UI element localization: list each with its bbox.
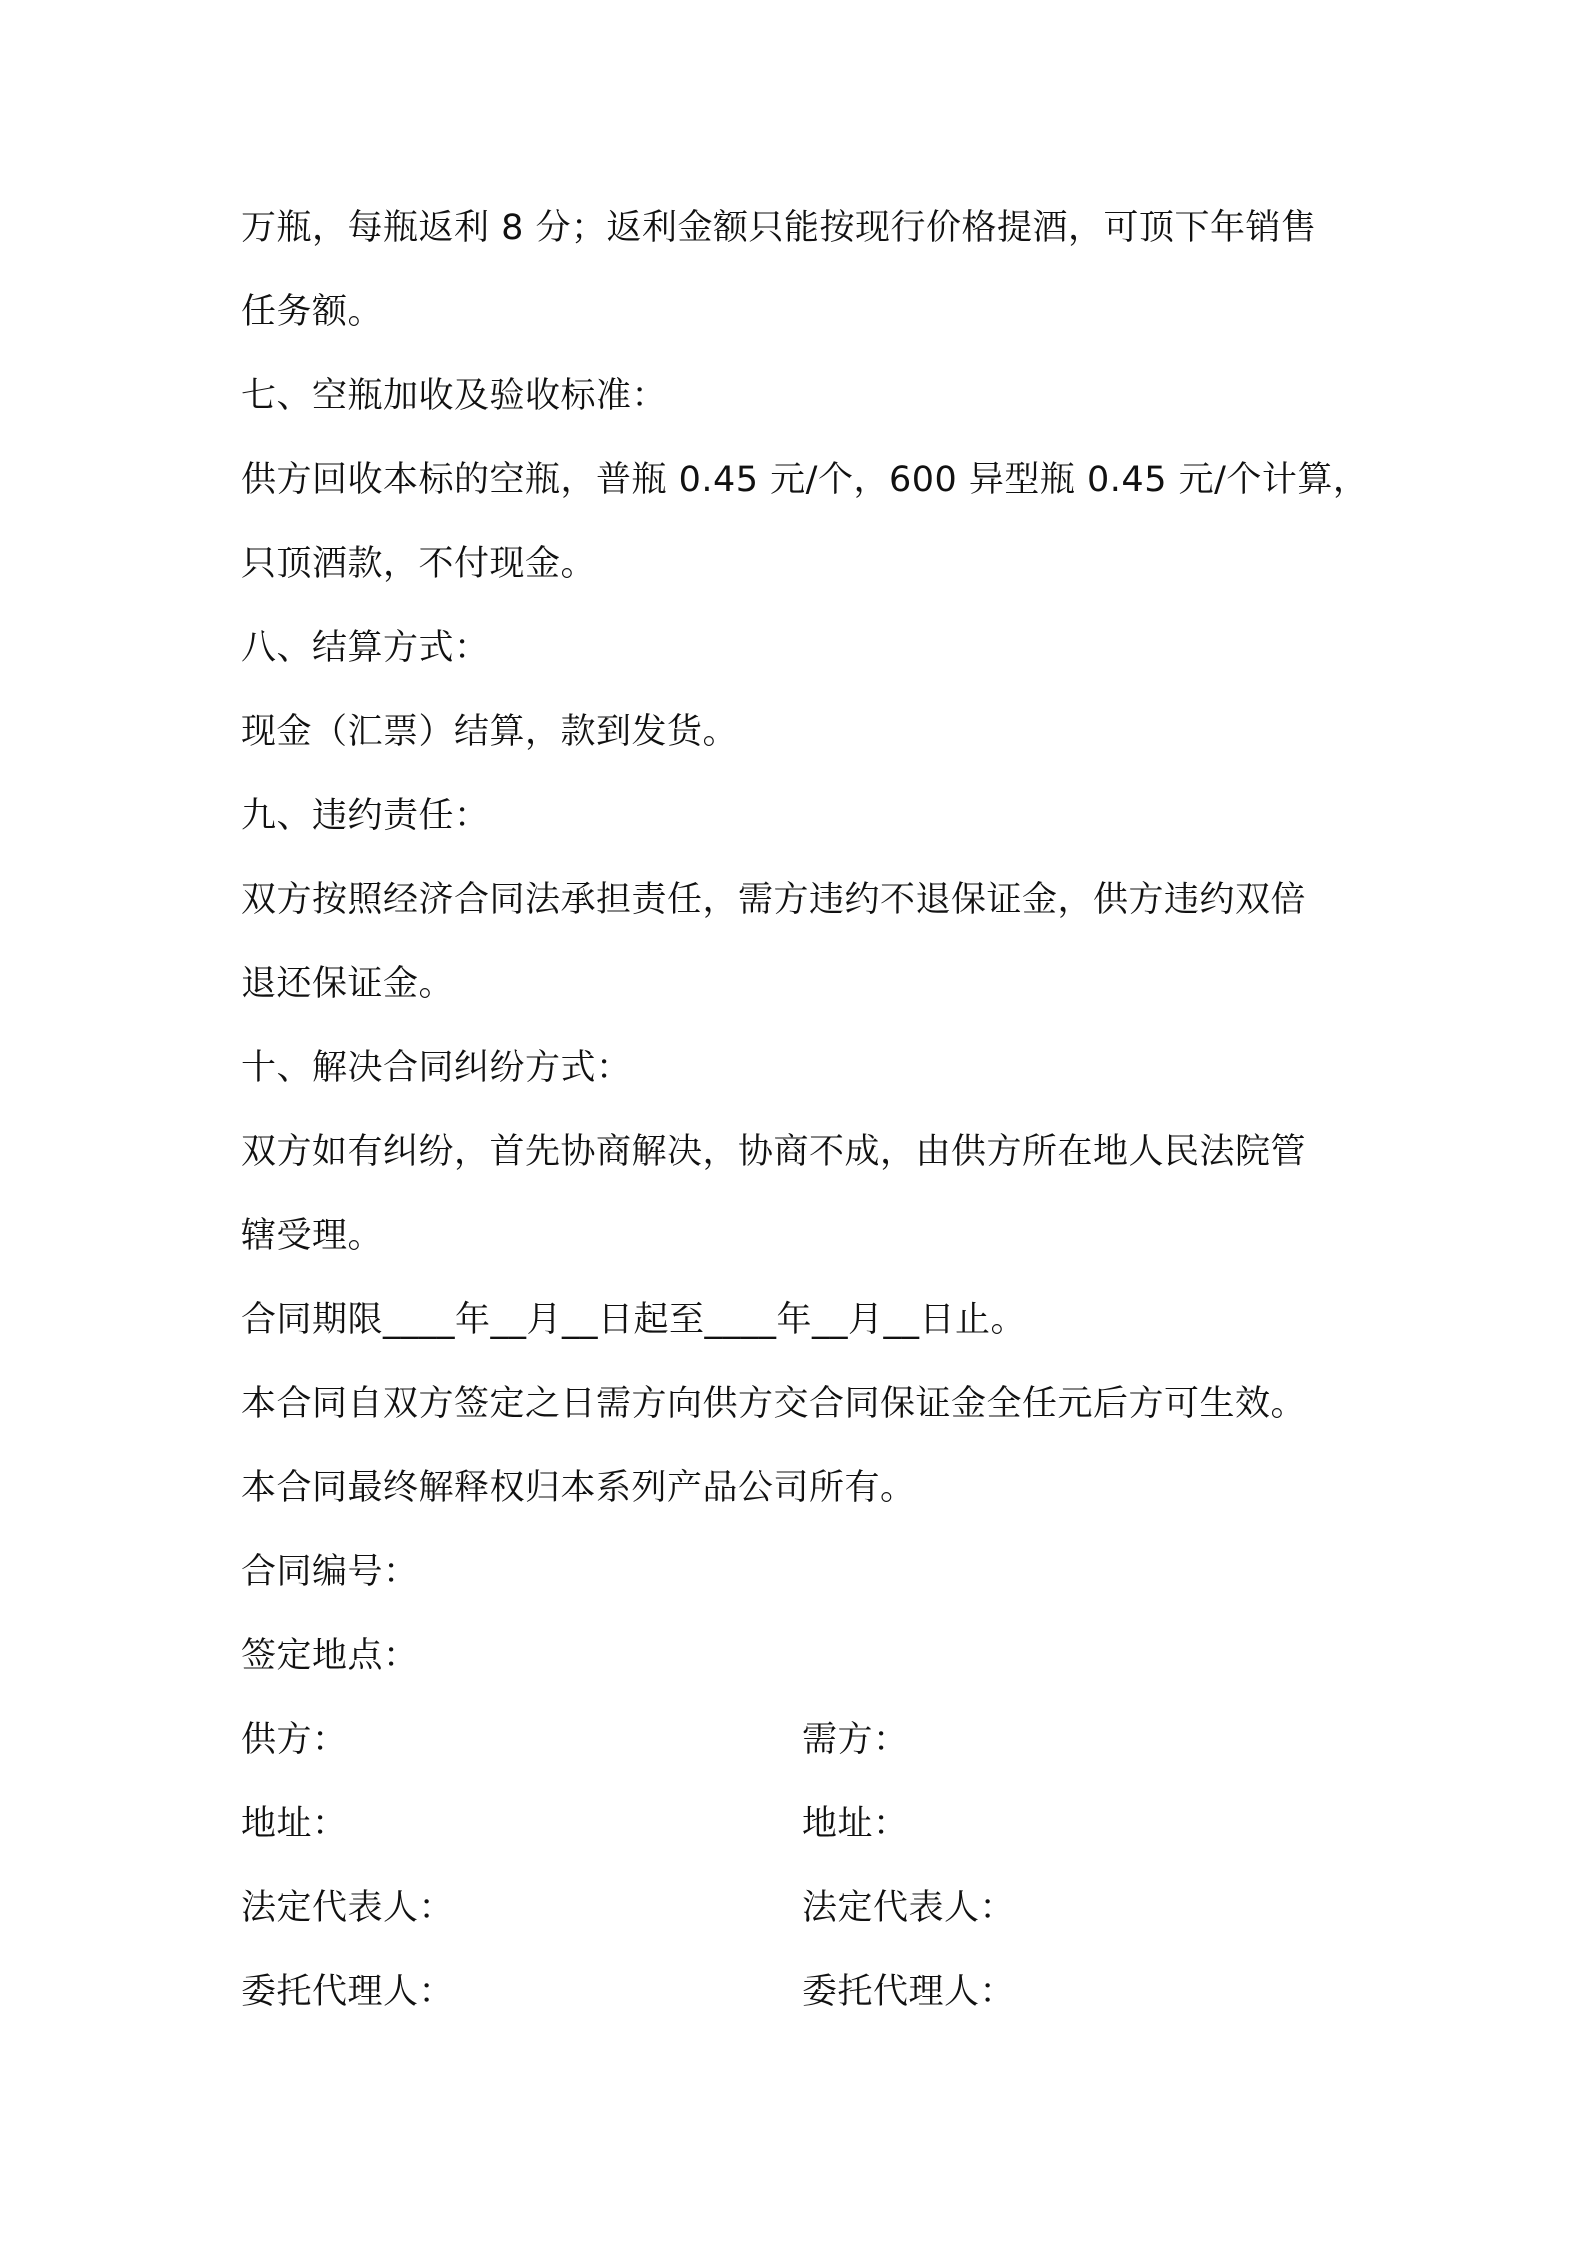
clause-eight-heading: 八、结算方式： xyxy=(241,628,490,668)
buyer-address-label: 地址： xyxy=(802,1804,909,1844)
supplier-legal-representative-label: 法定代表人： xyxy=(241,1888,455,1928)
contract-effective-condition: 本合同自双方签定之日需方向供方交合同保证金全任元后方可生效。 xyxy=(241,1384,1307,1424)
buyer-authorized-agent-label: 委托代理人： xyxy=(802,1972,1016,2012)
clause-eight-text: 现金（汇票）结算，款到发货。 xyxy=(241,712,739,752)
buyer-label: 需方： xyxy=(802,1720,909,1760)
clause-nine-heading: 九、违约责任： xyxy=(241,796,490,836)
supplier-label: 供方： xyxy=(241,1720,348,1760)
supplier-address-label: 地址： xyxy=(241,1804,348,1844)
clause-ten-text-line-2: 辖受理。 xyxy=(241,1216,384,1256)
clause-ten-heading: 十、解决合同纠纷方式： xyxy=(241,1048,632,1088)
signing-place-label: 签定地点： xyxy=(241,1636,419,1676)
clause-nine-text-line-1: 双方按照经济合同法承担责任，需方违约不退保证金，供方违约双倍 xyxy=(241,880,1307,920)
supplier-authorized-agent-label: 委托代理人： xyxy=(241,1972,455,2012)
contract-number-label: 合同编号： xyxy=(241,1552,419,1592)
clause-seven-text-line-2: 只顶酒款，不付现金。 xyxy=(241,544,597,584)
clause-seven-heading: 七、空瓶加收及验收标准： xyxy=(241,376,668,416)
clause-seven-text-line-1: 供方回收本标的空瓶，普瓶 0.45 元/个，600 异型瓶 0.45 元/个计算， xyxy=(241,460,1369,500)
clause-six-rebate-line-1: 万瓶，每瓶返利 8 分；返利金额只能按现行价格提酒，可顶下年销售 xyxy=(241,208,1317,248)
clause-ten-text-line-1: 双方如有纠纷，首先协商解决，协商不成，由供方所在地人民法院管 xyxy=(241,1132,1307,1172)
contract-term: 合同期限____年__月__日起至____年__月__日止。 xyxy=(241,1300,1027,1340)
clause-nine-text-line-2: 退还保证金。 xyxy=(241,964,455,1004)
clause-six-rebate-line-2: 任务额。 xyxy=(241,292,384,332)
contract-interpretation: 本合同最终解释权归本系列产品公司所有。 xyxy=(241,1468,916,1508)
buyer-legal-representative-label: 法定代表人： xyxy=(802,1888,1016,1928)
